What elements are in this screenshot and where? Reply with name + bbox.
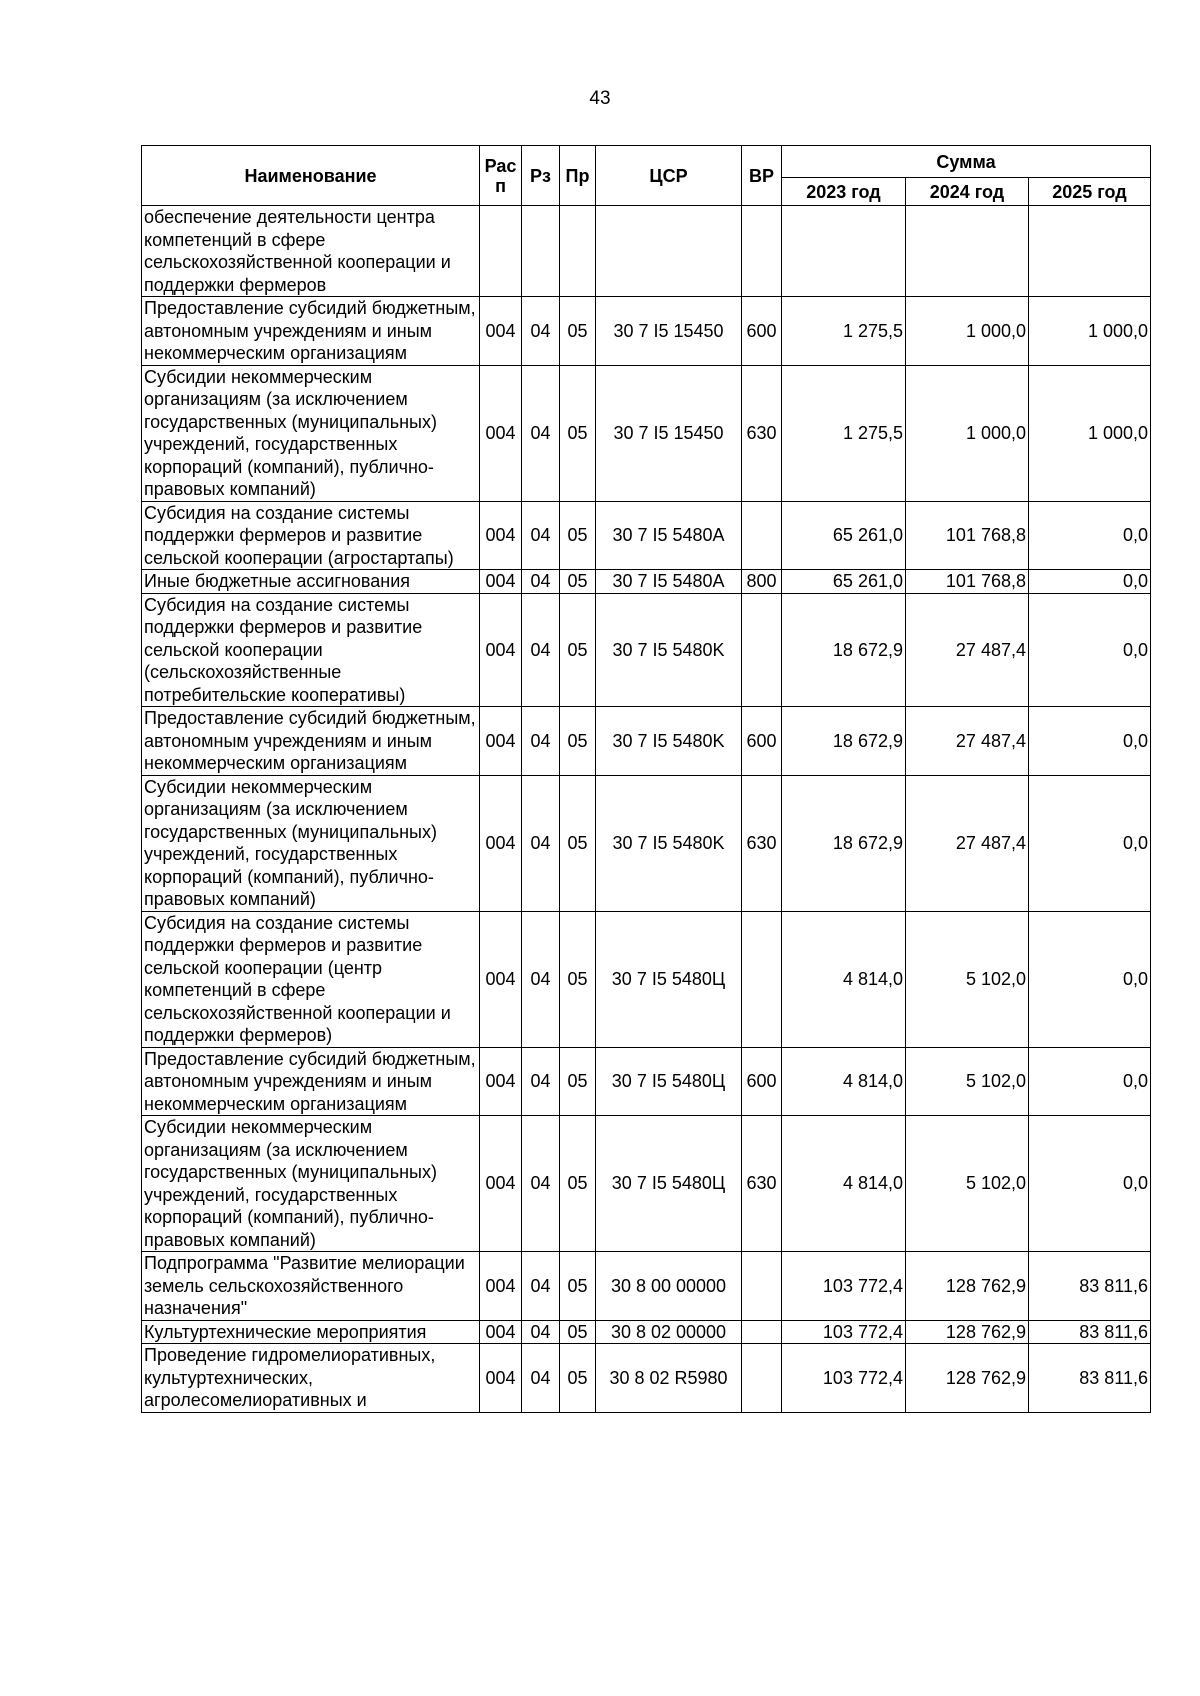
table-row bbox=[142, 775, 1151, 911]
sum-2024-cell: 128 762,9 bbox=[906, 1320, 1029, 1344]
vr-cell: 600 bbox=[742, 1047, 782, 1116]
budget-table bbox=[141, 145, 1151, 1413]
rasp-cell bbox=[480, 206, 522, 297]
vr-cell bbox=[742, 501, 782, 570]
vr-cell bbox=[742, 1320, 782, 1344]
table-body bbox=[142, 206, 1151, 1413]
col-header-rz: Рз bbox=[522, 146, 560, 206]
col-header-rasp-line1: Рас bbox=[484, 155, 517, 176]
name-cell: Предоставление субсидий бюджетным, автономным учреждениям и иным некоммерческим организациям bbox=[142, 707, 480, 776]
rz-cell: 04 bbox=[522, 1252, 560, 1321]
sum-2025-cell: 0,0 bbox=[1029, 593, 1151, 707]
pr-cell: 05 bbox=[560, 1344, 596, 1413]
sum-2023-cell: 1 275,5 bbox=[782, 297, 906, 366]
sum-2024-cell: 5 102,0 bbox=[906, 1047, 1029, 1116]
rz-cell: 04 bbox=[522, 1344, 560, 1413]
table-row bbox=[142, 911, 1151, 1047]
vr-cell: 630 bbox=[742, 1116, 782, 1252]
sum-2025-cell: 0,0 bbox=[1029, 501, 1151, 570]
pr-cell: 05 bbox=[560, 1116, 596, 1252]
name-cell: Субсидия на создание системы поддержки фермеров и развитие сельской кооперации (центр компетенций в сфере сельскохозяйственной кооперации и поддержки фермеров) bbox=[142, 911, 480, 1047]
table-row bbox=[142, 297, 1151, 366]
rasp-cell: 004 bbox=[480, 501, 522, 570]
sum-2024-cell: 101 768,8 bbox=[906, 501, 1029, 570]
rasp-cell: 004 bbox=[480, 1252, 522, 1321]
csr-cell bbox=[596, 206, 742, 297]
rz-cell bbox=[522, 206, 560, 297]
sum-2023-cell: 65 261,0 bbox=[782, 501, 906, 570]
rasp-cell: 004 bbox=[480, 911, 522, 1047]
rasp-cell: 004 bbox=[480, 1320, 522, 1344]
pr-cell: 05 bbox=[560, 501, 596, 570]
rasp-cell: 004 bbox=[480, 297, 522, 366]
sum-2023-cell: 4 814,0 bbox=[782, 1116, 906, 1252]
sum-2025-cell: 0,0 bbox=[1029, 1047, 1151, 1116]
sum-2025-cell: 0,0 bbox=[1029, 707, 1151, 776]
csr-cell: 30 7 I5 15450 bbox=[596, 365, 742, 501]
pr-cell: 05 bbox=[560, 593, 596, 707]
name-cell: Проведение гидромелиоративных, культуртехнических, агролесомелиоративных и bbox=[142, 1344, 480, 1413]
table-row bbox=[142, 570, 1151, 594]
vr-cell bbox=[742, 206, 782, 297]
name-cell: Субсидия на создание системы поддержки фермеров и развитие сельской кооперации (сельскохозяйственные потребительские кооперативы) bbox=[142, 593, 480, 707]
sum-2024-cell: 27 487,4 bbox=[906, 707, 1029, 776]
rz-cell: 04 bbox=[522, 501, 560, 570]
table-row bbox=[142, 1116, 1151, 1252]
sum-2025-cell: 83 811,6 bbox=[1029, 1252, 1151, 1321]
rasp-cell: 004 bbox=[480, 1116, 522, 1252]
csr-cell: 30 8 02 R5980 bbox=[596, 1344, 742, 1413]
col-header-vr: ВР bbox=[742, 146, 782, 206]
sum-2024-cell: 101 768,8 bbox=[906, 570, 1029, 594]
rasp-cell: 004 bbox=[480, 775, 522, 911]
csr-cell: 30 7 I5 5480Ц bbox=[596, 911, 742, 1047]
name-cell: Субсидии некоммерческим организациям (за исключением государственных (муниципальных) учреждений, государственных корпораций (компаний), публично-правовых компаний) bbox=[142, 1116, 480, 1252]
vr-cell: 800 bbox=[742, 570, 782, 594]
csr-cell: 30 7 I5 5480K bbox=[596, 775, 742, 911]
sum-2023-cell: 18 672,9 bbox=[782, 593, 906, 707]
sum-2024-cell: 5 102,0 bbox=[906, 911, 1029, 1047]
col-header-csr: ЦСР bbox=[596, 146, 742, 206]
rasp-cell: 004 bbox=[480, 570, 522, 594]
sum-2023-cell: 4 814,0 bbox=[782, 911, 906, 1047]
rz-cell: 04 bbox=[522, 911, 560, 1047]
sum-2025-cell: 0,0 bbox=[1029, 570, 1151, 594]
col-header-rasp bbox=[480, 146, 522, 206]
name-cell: Иные бюджетные ассигнования bbox=[142, 570, 480, 594]
vr-cell bbox=[742, 1252, 782, 1321]
sum-2023-cell: 65 261,0 bbox=[782, 570, 906, 594]
table-row bbox=[142, 1047, 1151, 1116]
table-row bbox=[142, 593, 1151, 707]
name-cell: Субсидия на создание системы поддержки фермеров и развитие сельской кооперации (агростартапы) bbox=[142, 501, 480, 570]
pr-cell: 05 bbox=[560, 1047, 596, 1116]
csr-cell: 30 7 I5 5480Ц bbox=[596, 1047, 742, 1116]
sum-2025-cell: 83 811,6 bbox=[1029, 1320, 1151, 1344]
pr-cell: 05 bbox=[560, 570, 596, 594]
sum-2024-cell: 1 000,0 bbox=[906, 297, 1029, 366]
csr-cell: 30 8 00 00000 bbox=[596, 1252, 742, 1321]
vr-cell: 630 bbox=[742, 775, 782, 911]
vr-cell bbox=[742, 1344, 782, 1413]
name-cell: Субсидии некоммерческим организациям (за исключением государственных (муниципальных) учреждений, государственных корпораций (компаний), публично-правовых компаний) bbox=[142, 365, 480, 501]
rz-cell: 04 bbox=[522, 593, 560, 707]
csr-cell: 30 7 I5 5480K bbox=[596, 593, 742, 707]
sum-2023-cell: 103 772,4 bbox=[782, 1344, 906, 1413]
pr-cell: 05 bbox=[560, 1320, 596, 1344]
name-cell: Культуртехнические мероприятия bbox=[142, 1320, 480, 1344]
sum-2025-cell: 0,0 bbox=[1029, 911, 1151, 1047]
col-header-2024: 2024 год bbox=[906, 178, 1029, 206]
table-row bbox=[142, 707, 1151, 776]
pr-cell: 05 bbox=[560, 297, 596, 366]
name-cell: Подпрограмма "Развитие мелиорации земель сельскохозяйственного назначения" bbox=[142, 1252, 480, 1321]
sum-2024-cell: 128 762,9 bbox=[906, 1252, 1029, 1321]
rasp-cell: 004 bbox=[480, 1344, 522, 1413]
csr-cell: 30 7 I5 15450 bbox=[596, 297, 742, 366]
page-number: 43 bbox=[589, 88, 611, 109]
sum-2023-cell: 18 672,9 bbox=[782, 775, 906, 911]
col-header-sum: Сумма bbox=[782, 146, 1151, 178]
col-header-pr: Пр bbox=[560, 146, 596, 206]
rz-cell: 04 bbox=[522, 570, 560, 594]
csr-cell: 30 7 I5 5480A bbox=[596, 570, 742, 594]
rz-cell: 04 bbox=[522, 1116, 560, 1252]
pr-cell bbox=[560, 206, 596, 297]
rz-cell: 04 bbox=[522, 1047, 560, 1116]
sum-2023-cell: 103 772,4 bbox=[782, 1252, 906, 1321]
rasp-cell: 004 bbox=[480, 365, 522, 501]
sum-2024-cell: 1 000,0 bbox=[906, 365, 1029, 501]
sum-2023-cell: 4 814,0 bbox=[782, 1047, 906, 1116]
col-header-2025: 2025 год bbox=[1029, 178, 1151, 206]
pr-cell: 05 bbox=[560, 365, 596, 501]
csr-cell: 30 7 I5 5480K bbox=[596, 707, 742, 776]
rz-cell: 04 bbox=[522, 297, 560, 366]
name-cell: Предоставление субсидий бюджетным, автономным учреждениям и иным некоммерческим организациям bbox=[142, 1047, 480, 1116]
sum-2024-cell: 5 102,0 bbox=[906, 1116, 1029, 1252]
sum-2025-cell: 1 000,0 bbox=[1029, 365, 1151, 501]
sum-2025-cell bbox=[1029, 206, 1151, 297]
pr-cell: 05 bbox=[560, 707, 596, 776]
col-header-name: Наименование bbox=[142, 146, 480, 206]
rz-cell: 04 bbox=[522, 1320, 560, 1344]
csr-cell: 30 7 I5 5480Ц bbox=[596, 1116, 742, 1252]
sum-2025-cell: 0,0 bbox=[1029, 775, 1151, 911]
table-row bbox=[142, 501, 1151, 570]
name-cell: обеспечение деятельности центра компетенций в сфере сельскохозяйственной кооперации и поддержки фермеров bbox=[142, 206, 480, 297]
sum-2023-cell: 1 275,5 bbox=[782, 365, 906, 501]
sum-2025-cell: 1 000,0 bbox=[1029, 297, 1151, 366]
rasp-cell: 004 bbox=[480, 1047, 522, 1116]
rz-cell: 04 bbox=[522, 365, 560, 501]
table-row bbox=[142, 1320, 1151, 1344]
pr-cell: 05 bbox=[560, 1252, 596, 1321]
col-header-2023: 2023 год bbox=[782, 178, 906, 206]
table-row bbox=[142, 206, 1151, 297]
table-row bbox=[142, 365, 1151, 501]
rz-cell: 04 bbox=[522, 775, 560, 911]
vr-cell: 600 bbox=[742, 707, 782, 776]
vr-cell: 630 bbox=[742, 365, 782, 501]
name-cell: Субсидии некоммерческим организациям (за исключением государственных (муниципальных) учреждений, государственных корпораций (компаний), публично-правовых компаний) bbox=[142, 775, 480, 911]
pr-cell: 05 bbox=[560, 775, 596, 911]
vr-cell bbox=[742, 593, 782, 707]
table-row bbox=[142, 1252, 1151, 1321]
sum-2023-cell: 18 672,9 bbox=[782, 707, 906, 776]
csr-cell: 30 8 02 00000 bbox=[596, 1320, 742, 1344]
csr-cell: 30 7 I5 5480A bbox=[596, 501, 742, 570]
sum-2024-cell: 128 762,9 bbox=[906, 1344, 1029, 1413]
sum-2025-cell: 0,0 bbox=[1029, 1116, 1151, 1252]
table-row bbox=[142, 1344, 1151, 1413]
rasp-cell: 004 bbox=[480, 593, 522, 707]
vr-cell bbox=[742, 911, 782, 1047]
table-header-row-top bbox=[142, 146, 1151, 178]
sum-2023-cell: 103 772,4 bbox=[782, 1320, 906, 1344]
sum-2024-cell: 27 487,4 bbox=[906, 593, 1029, 707]
vr-cell: 600 bbox=[742, 297, 782, 366]
col-header-rasp-line2: п bbox=[495, 175, 506, 196]
sum-2024-cell bbox=[906, 206, 1029, 297]
rz-cell: 04 bbox=[522, 707, 560, 776]
rasp-cell: 004 bbox=[480, 707, 522, 776]
pr-cell: 05 bbox=[560, 911, 596, 1047]
sum-2025-cell: 83 811,6 bbox=[1029, 1344, 1151, 1413]
sum-2024-cell: 27 487,4 bbox=[906, 775, 1029, 911]
sum-2023-cell bbox=[782, 206, 906, 297]
name-cell: Предоставление субсидий бюджетным, автономным учреждениям и иным некоммерческим организациям bbox=[142, 297, 480, 366]
